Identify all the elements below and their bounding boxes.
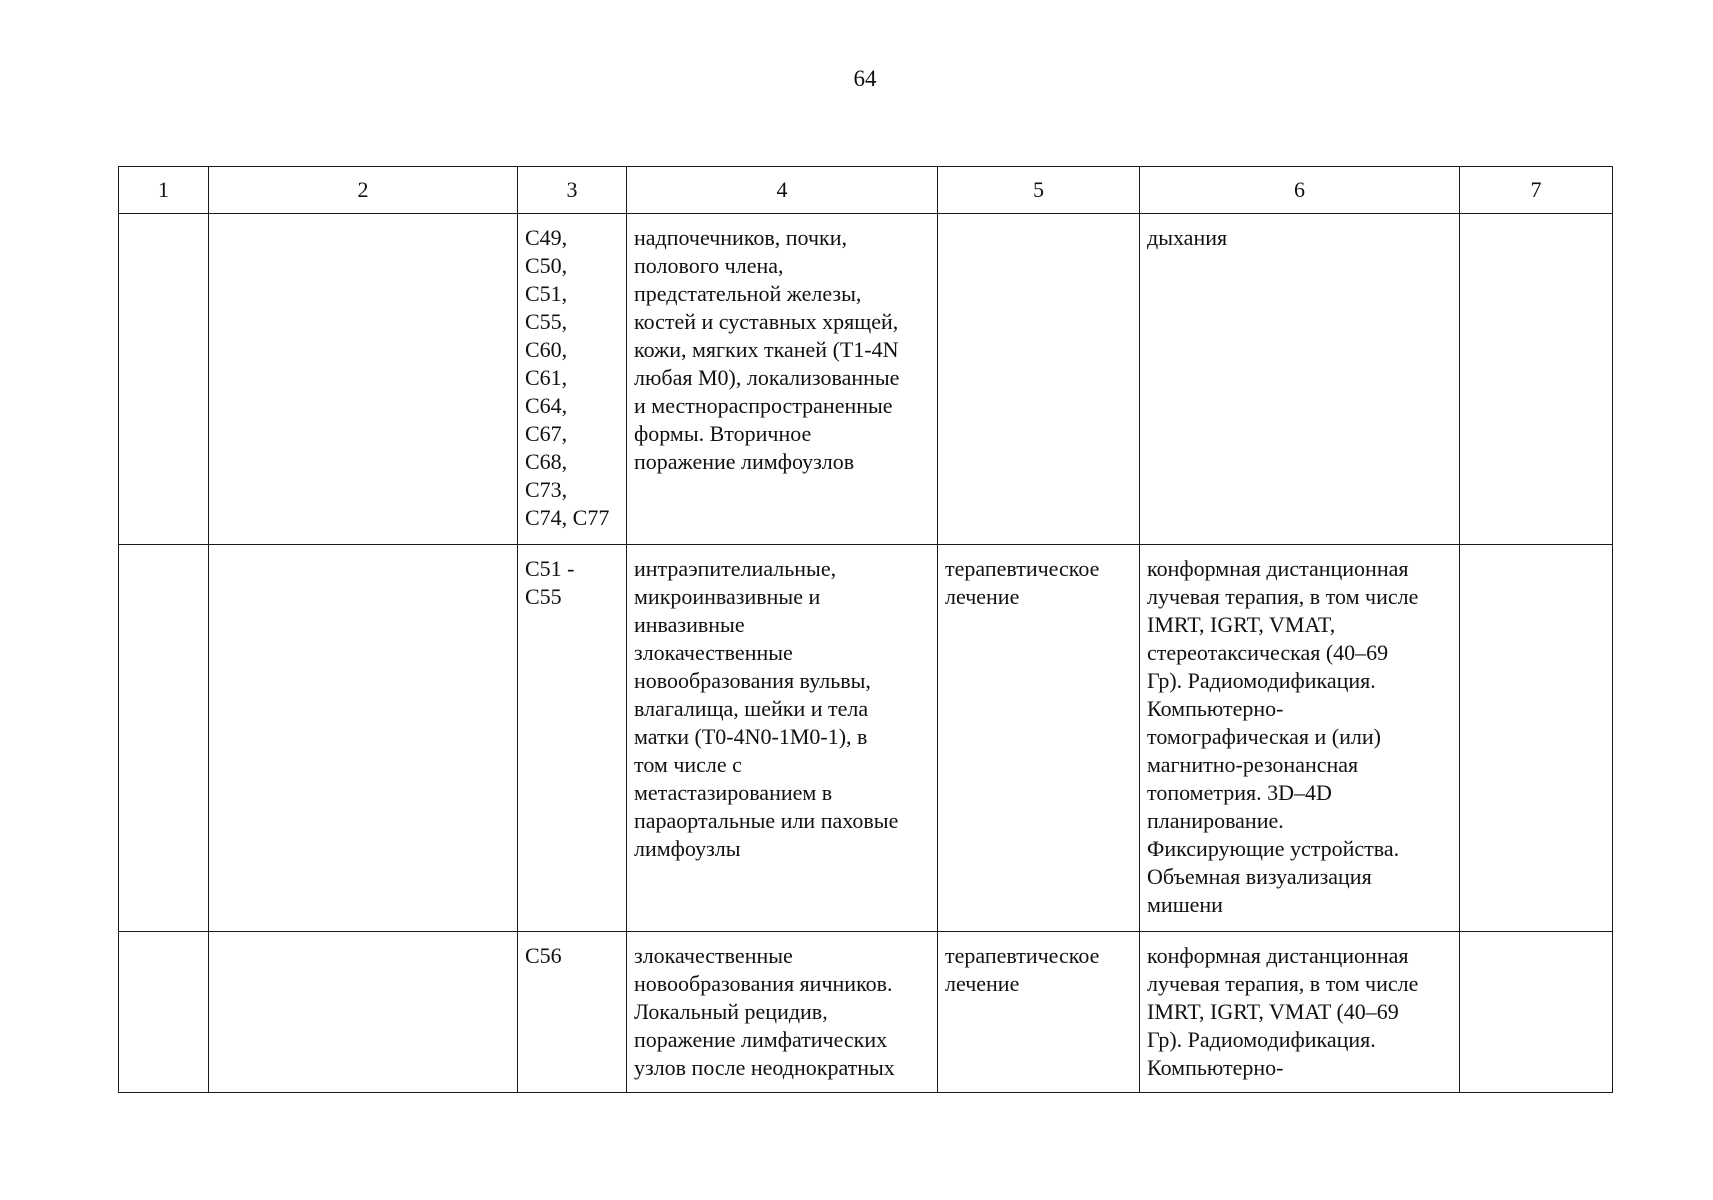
row-1-diagnosis: надпочечников, почки, полового члена, предстательной железы, костей и суставных хрящей, кожи, мягких тканей (T1-4N любая M0), локализованные и местнораспространенные формы. Вторичное поражение лимфоузлов (627, 214, 938, 545)
row-2-col-1 (119, 545, 209, 932)
row-1-treatment-type (938, 214, 1140, 545)
row-3-col-2 (209, 932, 518, 1093)
table-row (119, 545, 1613, 932)
row-3-treatment-type: терапевтическое лечение (938, 932, 1140, 1093)
table-row (119, 932, 1613, 1093)
row-1-icd-codes: C49, C50, C51, C55, C60, C61, C64, C67, C68, C73, C74, C77 (518, 214, 627, 545)
row-3-col-7 (1460, 932, 1613, 1093)
treatment-table (118, 166, 1613, 1093)
row-2-treatment-type: терапевтическое лечение (938, 545, 1140, 932)
page-number: 64 (853, 66, 877, 91)
row-1-method: дыхания (1140, 214, 1460, 545)
row-3-method: конформная дистанционная лучевая терапия, в том числе IMRT, IGRT, VMAT (40–69 Гр). Радиомодификация. Компьютерно- (1140, 932, 1460, 1093)
row-2-method: конформная дистанционная лучевая терапия, в том числе IMRT, IGRT, VMAT, стереотаксическая (40–69 Гр). Радиомодификация. Компьютерно- томографическая и (или) магнитно-резонансная топометрия. 3D–4D планирование. Фиксирующие устройства. Объемная визуализация мишени (1140, 545, 1460, 932)
column-header-7: 7 (1460, 167, 1613, 214)
row-1-col-7 (1460, 214, 1613, 545)
row-1-col-2 (209, 214, 518, 545)
column-header-6: 6 (1140, 167, 1460, 214)
row-1-col-1 (119, 214, 209, 545)
row-3-diagnosis: злокачественные новообразования яичников. Локальный рецидив, поражение лимфатических узлов после неоднократных (627, 932, 938, 1093)
column-header-3: 3 (518, 167, 627, 214)
table-row (119, 214, 1613, 545)
row-2-icd-codes: C51 - C55 (518, 545, 627, 932)
column-header-2: 2 (209, 167, 518, 214)
row-2-diagnosis: интраэпителиальные, микроинвазивные и инвазивные злокачественные новообразования вульвы, влагалища, шейки и тела матки (T0-4N0-1M0-1), в том числе с метастазированием в параортальные или паховые лимфоузлы (627, 545, 938, 932)
row-3-icd-codes: C56 (518, 932, 627, 1093)
column-header-1: 1 (119, 167, 209, 214)
row-2-col-7 (1460, 545, 1613, 932)
column-header-5: 5 (938, 167, 1140, 214)
row-3-col-1 (119, 932, 209, 1093)
row-2-col-2 (209, 545, 518, 932)
column-header-4: 4 (627, 167, 938, 214)
table-header-row (119, 167, 1613, 214)
